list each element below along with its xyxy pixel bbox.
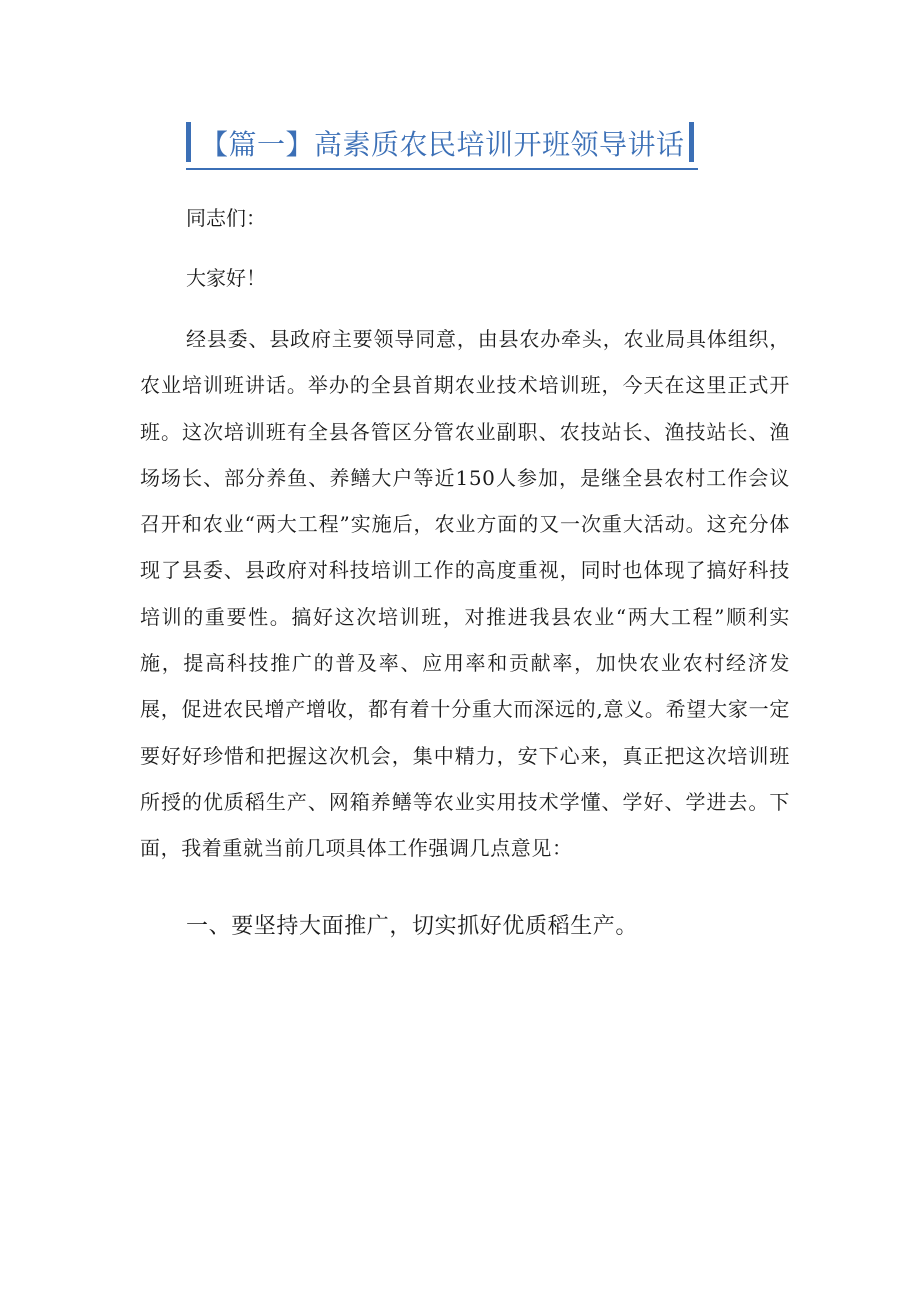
body-paragraph: 经县委、县政府主要领导同意，由县农办牵头，农业局具体组织，农业培训班讲话。举办的全县首期农业技术培训班，今天在这里正式开班。这次培训班有全县各管区分管农业副职、农技站长、渔技站长、渔场场长、部分养鱼、养鳝大户等近150人参加，是继全县农村工作会议召开和农业“两大工程”实施后，农业方面的又一次重大活动。这充分体现了县委、县政府对科技培训工作的高度重视，同时也体现了搞好科技培训的重要性。搞好这次培训班，对推进我县农业“两大工程”顺利实施，提高科技推广的普及率、应用率和贡献率，加快农业农村经济发展，促进农民增产增收，都有着十分重大而深远的,意义。希望大家一定要好好珍惜和把握这次机会，集中精力，安下心来，真正把这次培训班所授的优质稻生产、网箱养鳝等农业实用技术学懂、学好、学进去。下面，我着重就当前几项具体工作强调几点意见：	[140, 327, 790, 861]
salutation: 同志们：	[186, 206, 266, 230]
document-title: 【篇一】高素质农民培训开班领导讲话	[200, 128, 685, 161]
document-title-block	[186, 120, 698, 170]
title-right-bar	[689, 122, 694, 162]
title-underline	[186, 168, 698, 170]
title-left-bar	[186, 122, 191, 162]
section-heading: 一、要坚持大面推广，切实抓好优质稻生产。	[186, 914, 639, 939]
greeting: 大家好！	[186, 266, 266, 290]
